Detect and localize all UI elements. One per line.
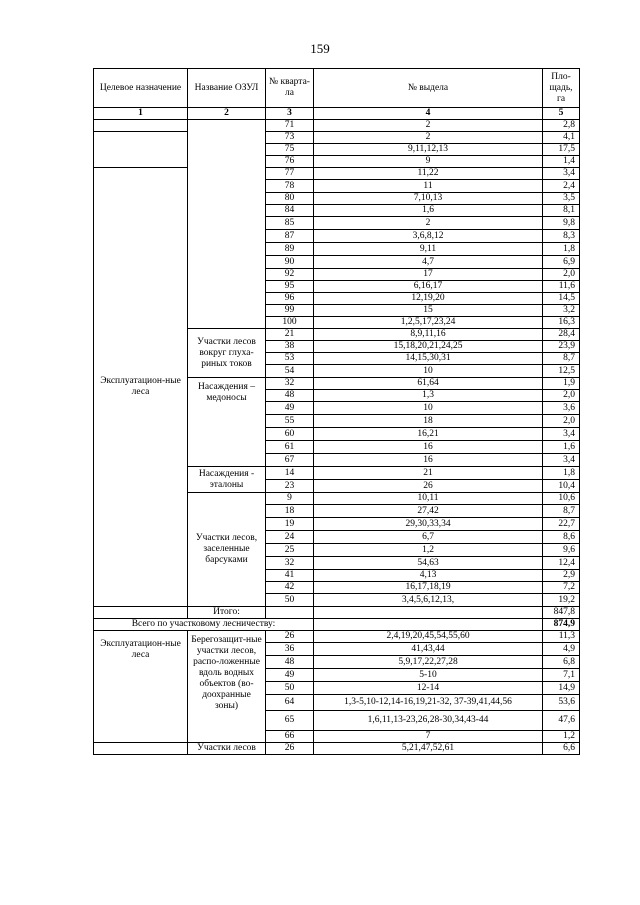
quarter-cell: 99 — [266, 305, 314, 317]
quarter-cell: 36 — [266, 643, 314, 656]
ozul-last: Участки лесов — [188, 743, 266, 755]
itogo-label: Итого: — [188, 607, 266, 619]
section-cell: 15 — [314, 305, 543, 317]
quarter-cell: 71 — [266, 120, 314, 132]
col-num: 5 — [543, 108, 580, 120]
quarter-cell: 21 — [266, 329, 314, 341]
quarter-cell: 32 — [266, 378, 314, 390]
section-cell: 16 — [314, 454, 543, 467]
area-cell: 3,4 — [543, 428, 580, 441]
purpose-cell-empty — [94, 607, 188, 619]
purpose-cell-empty — [94, 132, 188, 168]
area-cell: 2,9 — [543, 570, 580, 582]
table-row — [94, 132, 580, 144]
area-cell: 2,0 — [543, 269, 580, 281]
quarter-cell: 100 — [266, 317, 314, 329]
quarter-cell: 42 — [266, 582, 314, 594]
quarter-cell: 48 — [266, 656, 314, 669]
empty-cell — [314, 607, 543, 619]
quarter-cell: 90 — [266, 256, 314, 269]
quarter-cell: 75 — [266, 144, 314, 156]
area-cell: 2,8 — [543, 120, 580, 132]
quarter-cell: 9 — [266, 493, 314, 505]
quarter-cell: 84 — [266, 205, 314, 217]
header-quarter: № кварта-ла — [266, 69, 314, 108]
section-cell: 10 — [314, 365, 543, 378]
section-cell: 1,2 — [314, 544, 543, 557]
section-cell: 21 — [314, 467, 543, 480]
quarter-cell: 64 — [266, 695, 314, 711]
area-cell: 9,6 — [543, 544, 580, 557]
section-cell: 41,43,44 — [314, 643, 543, 656]
quarter-cell: 67 — [266, 454, 314, 467]
area-cell: 2,0 — [543, 415, 580, 428]
area-cell: 3,5 — [543, 193, 580, 205]
section-cell: 16 — [314, 441, 543, 454]
area-cell: 11,6 — [543, 281, 580, 293]
purpose-main: Эксплуатацион-ные леса — [94, 168, 188, 607]
area-cell: 1,4 — [543, 156, 580, 168]
area-cell: 10,4 — [543, 480, 580, 493]
quarter-cell: 77 — [266, 168, 314, 180]
header-area: Пло-щадь, га — [543, 69, 580, 108]
section-cell: 5-10 — [314, 669, 543, 682]
header-section: № выдела — [314, 69, 543, 108]
quarter-cell: 54 — [266, 365, 314, 378]
section-cell: 16,17,18,19 — [314, 582, 543, 594]
section-cell: 11,22 — [314, 168, 543, 180]
section-cell: 11 — [314, 180, 543, 193]
quarter-cell: 66 — [266, 731, 314, 743]
col-num: 3 — [266, 108, 314, 120]
purpose-cell-empty — [94, 120, 188, 132]
itogo-row — [94, 607, 580, 619]
area-cell: 3,2 — [543, 305, 580, 317]
section-cell: 2 — [314, 132, 543, 144]
area-cell: 1,8 — [543, 467, 580, 480]
section-cell: 9,11 — [314, 243, 543, 256]
area-cell: 17,5 — [543, 144, 580, 156]
area-cell: 6,6 — [543, 743, 580, 755]
section-cell: 2 — [314, 217, 543, 230]
page-number: 159 — [310, 41, 330, 56]
quarter-cell: 76 — [266, 156, 314, 168]
area-cell: 2,0 — [543, 390, 580, 402]
ozul-cell-empty — [188, 120, 266, 329]
quarter-cell: 19 — [266, 518, 314, 531]
area-cell: 14,5 — [543, 293, 580, 305]
section-cell: 10 — [314, 402, 543, 415]
area-cell: 4,9 — [543, 643, 580, 656]
section-cell: 29,30,33,34 — [314, 518, 543, 531]
quarter-cell: 26 — [266, 631, 314, 643]
section-cell: 3,4,5,6,12,13, — [314, 594, 543, 607]
area-cell: 6,9 — [543, 256, 580, 269]
ozul-etalon: Насаждения - эталоны — [188, 467, 266, 493]
ozul-honey: Насаждения – медоносы — [188, 378, 266, 467]
col-num: 2 — [188, 108, 266, 120]
area-cell: 12,4 — [543, 557, 580, 570]
area-cell: 7,1 — [543, 669, 580, 682]
area-cell: 3,4 — [543, 454, 580, 467]
ozul-badger: Участки лесов, заселенные барсуками — [188, 493, 266, 607]
section-cell: 2,4,19,20,45,54,55,60 — [314, 631, 543, 643]
section-cell: 26 — [314, 480, 543, 493]
area-cell: 1,2 — [543, 731, 580, 743]
quarter-cell: 89 — [266, 243, 314, 256]
quarter-cell: 55 — [266, 415, 314, 428]
section-cell: 12-14 — [314, 682, 543, 695]
area-cell: 1,8 — [543, 243, 580, 256]
quarter-cell: 49 — [266, 402, 314, 415]
quarter-cell: 95 — [266, 281, 314, 293]
area-cell: 23,9 — [543, 341, 580, 353]
quarter-cell: 14 — [266, 467, 314, 480]
vsego-row — [94, 619, 580, 631]
quarter-cell: 61 — [266, 441, 314, 454]
area-cell: 4,1 — [543, 132, 580, 144]
col-num: 4 — [314, 108, 543, 120]
quarter-cell: 25 — [266, 544, 314, 557]
area-cell: 11,3 — [543, 631, 580, 643]
section-cell: 1,2,5,17,23,24 — [314, 317, 543, 329]
area-cell: 16,3 — [543, 317, 580, 329]
area-cell: 28,4 — [543, 329, 580, 341]
vsego-value: 874,9 — [543, 619, 580, 631]
section-cell: 16,21 — [314, 428, 543, 441]
area-cell: 22,7 — [543, 518, 580, 531]
forest-table — [93, 68, 580, 755]
quarter-cell: 49 — [266, 669, 314, 682]
section-cell: 1,3 — [314, 390, 543, 402]
area-cell: 8,7 — [543, 505, 580, 518]
quarter-cell: 92 — [266, 269, 314, 281]
quarter-cell: 23 — [266, 480, 314, 493]
quarter-cell: 85 — [266, 217, 314, 230]
section-cell: 14,15,30,31 — [314, 353, 543, 365]
quarter-cell: 65 — [266, 711, 314, 731]
quarter-cell: 80 — [266, 193, 314, 205]
table-row — [94, 120, 580, 132]
empty-cell — [266, 607, 314, 619]
area-cell: 12,5 — [543, 365, 580, 378]
section-cell: 1,3-5,10-12,14-16,19,21-32, 37-39,41,44,56 — [314, 695, 543, 711]
section-cell: 54,63 — [314, 557, 543, 570]
quarter-cell: 50 — [266, 594, 314, 607]
area-cell: 14,9 — [543, 682, 580, 695]
header-purpose: Целевое назначение — [94, 69, 188, 108]
section-cell: 17 — [314, 269, 543, 281]
section-cell: 61,64 — [314, 378, 543, 390]
area-cell: 8,1 — [543, 205, 580, 217]
section-cell: 6,7 — [314, 531, 543, 544]
quarter-cell: 60 — [266, 428, 314, 441]
section-cell: 5,21,47,52,61 — [314, 743, 543, 755]
area-cell: 8,3 — [543, 230, 580, 243]
quarter-cell: 53 — [266, 353, 314, 365]
purpose-cell-empty — [94, 743, 188, 755]
section-cell: 15,18,20,21,24,25 — [314, 341, 543, 353]
section-cell: 6,16,17 — [314, 281, 543, 293]
quarter-cell: 50 — [266, 682, 314, 695]
area-cell: 8,7 — [543, 353, 580, 365]
section-cell: 1,6 — [314, 205, 543, 217]
empty-cell — [314, 619, 543, 631]
area-cell: 2,4 — [543, 180, 580, 193]
quarter-cell: 26 — [266, 743, 314, 755]
area-cell: 53,6 — [543, 695, 580, 711]
section-cell: 1,6,11,13-23,26,28-30,34,43-44 — [314, 711, 543, 731]
section-cell: 9 — [314, 156, 543, 168]
quarter-cell: 38 — [266, 341, 314, 353]
area-cell: 19,2 — [543, 594, 580, 607]
section-cell: 27,42 — [314, 505, 543, 518]
col-num: 1 — [94, 108, 188, 120]
section-cell: 10,11 — [314, 493, 543, 505]
quarter-cell: 24 — [266, 531, 314, 544]
section-cell: 18 — [314, 415, 543, 428]
area-cell: 1,6 — [543, 441, 580, 454]
quarter-cell: 41 — [266, 570, 314, 582]
quarter-cell: 73 — [266, 132, 314, 144]
section-cell: 5,9,17,22,27,28 — [314, 656, 543, 669]
section-cell: 7 — [314, 731, 543, 743]
area-cell: 6,8 — [543, 656, 580, 669]
area-cell: 7,2 — [543, 582, 580, 594]
header-ozul: Название ОЗУЛ — [188, 69, 266, 108]
quarter-cell: 87 — [266, 230, 314, 243]
section-cell: 12,19,20 — [314, 293, 543, 305]
section-cell: 9,11,12,13 — [314, 144, 543, 156]
area-cell: 3,4 — [543, 168, 580, 180]
area-cell: 47,6 — [543, 711, 580, 731]
section-cell: 4,13 — [314, 570, 543, 582]
area-cell: 1,9 — [543, 378, 580, 390]
table-row — [94, 168, 580, 180]
quarter-cell: 18 — [266, 505, 314, 518]
column-number-row — [94, 108, 580, 120]
quarter-cell: 78 — [266, 180, 314, 193]
ozul-grouse: Участки лесов вокруг глуха-риных токов — [188, 329, 266, 378]
quarter-cell: 48 — [266, 390, 314, 402]
area-cell: 8,6 — [543, 531, 580, 544]
quarter-cell: 96 — [266, 293, 314, 305]
quarter-cell: 32 — [266, 557, 314, 570]
vsego-label: Всего по участковому лесничеству: — [94, 619, 314, 631]
area-cell: 10,6 — [543, 493, 580, 505]
itogo-value: 847,8 — [543, 607, 580, 619]
section-cell: 4,7 — [314, 256, 543, 269]
table-row — [94, 631, 580, 643]
area-cell: 9,8 — [543, 217, 580, 230]
table-row — [94, 743, 580, 755]
area-cell: 3,6 — [543, 402, 580, 415]
section-cell: 3,6,8,12 — [314, 230, 543, 243]
table-header-row — [94, 69, 580, 108]
section-cell: 8,9,11,16 — [314, 329, 543, 341]
ozul-water: Берегозащит-ные участки лесов, распо-ложенные вдоль водных объектов (во-доохранные зоны) — [188, 631, 266, 743]
section-cell: 7,10,13 — [314, 193, 543, 205]
purpose-second: Эксплуатацион-ные леса — [94, 631, 188, 743]
section-cell: 2 — [314, 120, 543, 132]
